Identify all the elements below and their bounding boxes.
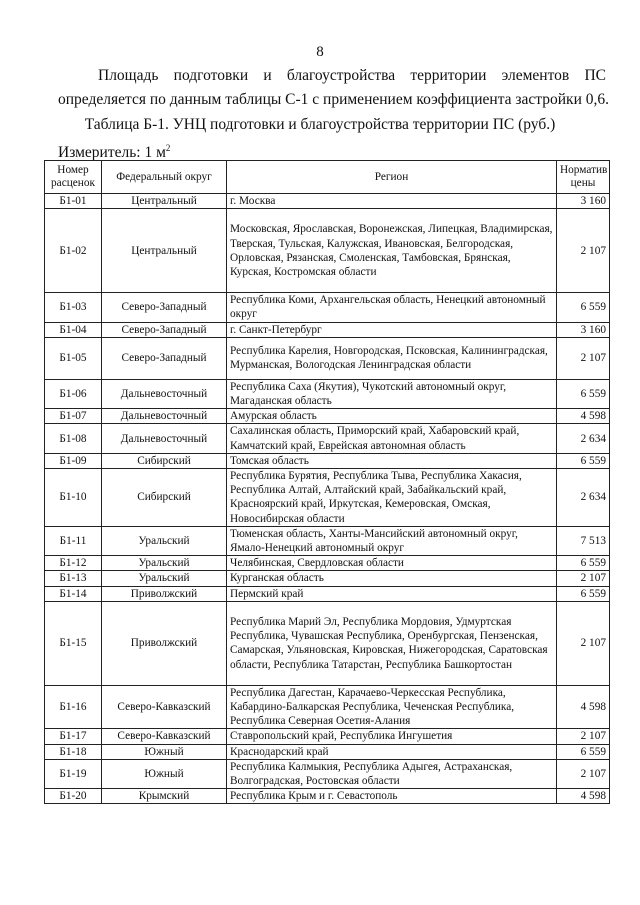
row-code: Б1-15 [45, 601, 102, 685]
row-region: Тюменская область, Ханты-Мансийский автономный округ, Ямало-Ненецкий автономный округ [227, 526, 557, 555]
row-price: 2 107 [557, 209, 610, 293]
table-row [45, 209, 610, 293]
paragraph-line-2: определяется по данным таблицы С-1 с применением коэффициента застройки 0,6. [58, 91, 609, 108]
page-number: 8 [316, 44, 324, 60]
row-price: 4 598 [557, 409, 610, 424]
row-price: 3 160 [557, 194, 610, 209]
row-region: Республика Марий Эл, Республика Мордовия, Удмуртская Республика, Чувашская Республика, Оренбургская, Пензенская, Самарская, Ульяновская, Кировская, Нижегородская, Саратовская области, Республика Татарстан, Республика Башкортостан [227, 601, 557, 685]
row-okrug: Приволжский [102, 586, 227, 601]
row-price: 2 107 [557, 729, 610, 744]
row-code: Б1-08 [45, 424, 102, 453]
table-row [45, 571, 610, 586]
row-code: Б1-09 [45, 453, 102, 468]
table-row [45, 379, 610, 408]
row-region: Курганская область [227, 571, 557, 586]
table-row [45, 469, 610, 527]
row-region: Сахалинская область, Приморский край, Хабаровский край, Камчатский край, Еврейская автономная область [227, 424, 557, 453]
row-code: Б1-16 [45, 685, 102, 729]
table-row [45, 556, 610, 571]
row-region: Республика Карелия, Новгородская, Псковская, Калининградская, Мурманская, Вологодская Ленинградская области [227, 337, 557, 379]
paragraph-word: и [263, 67, 272, 84]
row-okrug: Крымский [102, 789, 227, 804]
row-code: Б1-10 [45, 469, 102, 527]
table-row [45, 759, 610, 788]
table-row [45, 337, 610, 379]
table-row [45, 424, 610, 453]
table-row [45, 601, 610, 685]
measure-superscript: 2 [165, 143, 171, 153]
row-code: Б1-03 [45, 293, 102, 322]
row-price: 3 160 [557, 322, 610, 337]
paragraph-word: ПС [584, 67, 606, 84]
row-okrug: Уральский [102, 571, 227, 586]
row-code: Б1-06 [45, 379, 102, 408]
table-row [45, 729, 610, 744]
row-region: Республика Бурятия, Республика Тыва, Республика Хакасия, Республика Алтай, Алтайский край, Забайкальский край, Красноярский край, Иркутская, Кемеровская, Омская, Новосибирская области [227, 469, 557, 527]
row-price: 6 559 [557, 379, 610, 408]
table-row [45, 453, 610, 468]
row-code: Б1-07 [45, 409, 102, 424]
row-price: 4 598 [557, 685, 610, 729]
row-region: Республика Саха (Якутия), Чукотский автономный округ, Магаданская область [227, 379, 557, 408]
row-okrug: Уральский [102, 556, 227, 571]
header-region: Регион [227, 161, 557, 194]
row-code: Б1-01 [45, 194, 102, 209]
table-row [45, 409, 610, 424]
row-region: Московская, Ярославская, Воронежская, Липецкая, Владимирская, Тверская, Тульская, Калужская, Ивановская, Белгородская, Орловская, Рязанская, Смоленская, Тамбовская, Брянская, Курская, Костромская области [227, 209, 557, 293]
table-row [45, 322, 610, 337]
row-price: 6 559 [557, 586, 610, 601]
row-okrug: Центральный [102, 209, 227, 293]
row-code: Б1-13 [45, 571, 102, 586]
row-okrug: Сибирский [102, 453, 227, 468]
row-region: Республика Калмыкия, Республика Адыгея, Астраханская, Волгоградская, Ростовская области [227, 759, 557, 788]
row-price: 4 598 [557, 789, 610, 804]
row-code: Б1-18 [45, 744, 102, 759]
header-price: Норматив цены [557, 161, 610, 194]
paragraph-word: элементов [501, 67, 570, 84]
table-row [45, 744, 610, 759]
row-price: 2 634 [557, 424, 610, 453]
row-code: Б1-05 [45, 337, 102, 379]
paragraph-word: подготовки [173, 67, 249, 84]
intro-paragraph [58, 64, 609, 112]
row-price: 2 107 [557, 601, 610, 685]
row-region: Ставропольский край, Республика Ингушетия [227, 729, 557, 744]
row-price: 6 559 [557, 453, 610, 468]
row-code: Б1-02 [45, 209, 102, 293]
paragraph-word: благоустройства [286, 67, 396, 84]
row-okrug: Уральский [102, 526, 227, 555]
row-region: Республика Крым и г. Севастополь [227, 789, 557, 804]
table-row [45, 789, 610, 804]
row-okrug: Северо-Западный [102, 337, 227, 379]
row-okrug: Южный [102, 744, 227, 759]
row-code: Б1-14 [45, 586, 102, 601]
row-price: 2 634 [557, 469, 610, 527]
paragraph-word: Площадь [98, 67, 159, 84]
table-row [45, 293, 610, 322]
row-okrug: Северо-Кавказский [102, 685, 227, 729]
row-price: 2 107 [557, 337, 610, 379]
paragraph-word: территории [410, 67, 487, 84]
row-code: Б1-11 [45, 526, 102, 555]
row-okrug: Сибирский [102, 469, 227, 527]
table-row [45, 526, 610, 555]
row-region: Республика Коми, Архангельская область, Ненецкий автономный округ [227, 293, 557, 322]
row-code: Б1-17 [45, 729, 102, 744]
row-price: 2 107 [557, 571, 610, 586]
row-price: 6 559 [557, 293, 610, 322]
row-code: Б1-04 [45, 322, 102, 337]
table-header-row [45, 161, 610, 194]
row-region: г. Санкт-Петербург [227, 322, 557, 337]
row-okrug: Южный [102, 759, 227, 788]
row-okrug: Приволжский [102, 601, 227, 685]
paragraph-line-1 [58, 64, 606, 88]
row-okrug: Дальневосточный [102, 379, 227, 408]
measure-label: Измеритель: 1 м [58, 144, 166, 162]
price-norms-table [44, 160, 610, 804]
table-title: Таблица Б-1. УНЦ подготовки и благоустройства территории ПС (руб.) [84, 116, 556, 133]
row-region: Краснодарский край [227, 744, 557, 759]
row-code: Б1-19 [45, 759, 102, 788]
row-okrug: Северо-Западный [102, 293, 227, 322]
row-region: Пермский край [227, 586, 557, 601]
table-row [45, 194, 610, 209]
row-okrug: Северо-Кавказский [102, 729, 227, 744]
row-code: Б1-12 [45, 556, 102, 571]
row-okrug: Дальневосточный [102, 424, 227, 453]
header-okrug: Федеральный округ [102, 161, 227, 194]
row-okrug: Северо-Западный [102, 322, 227, 337]
table-row [45, 586, 610, 601]
header-code: Номер расценок [45, 161, 102, 194]
row-region: Амурская область [227, 409, 557, 424]
row-region: Томская область [227, 453, 557, 468]
table-row [45, 685, 610, 729]
row-price: 6 559 [557, 744, 610, 759]
table-body [45, 194, 610, 804]
row-price: 6 559 [557, 556, 610, 571]
row-region: Республика Дагестан, Карачаево-Черкесская Республика, Кабардино-Балкарская Республика, Чеченская Республика, Республика Северная Осетия-Алания [227, 685, 557, 729]
row-okrug: Центральный [102, 194, 227, 209]
row-price: 7 513 [557, 526, 610, 555]
row-price: 2 107 [557, 759, 610, 788]
row-region: г. Москва [227, 194, 557, 209]
row-region: Челябинская, Свердловская области [227, 556, 557, 571]
row-okrug: Дальневосточный [102, 409, 227, 424]
row-code: Б1-20 [45, 789, 102, 804]
